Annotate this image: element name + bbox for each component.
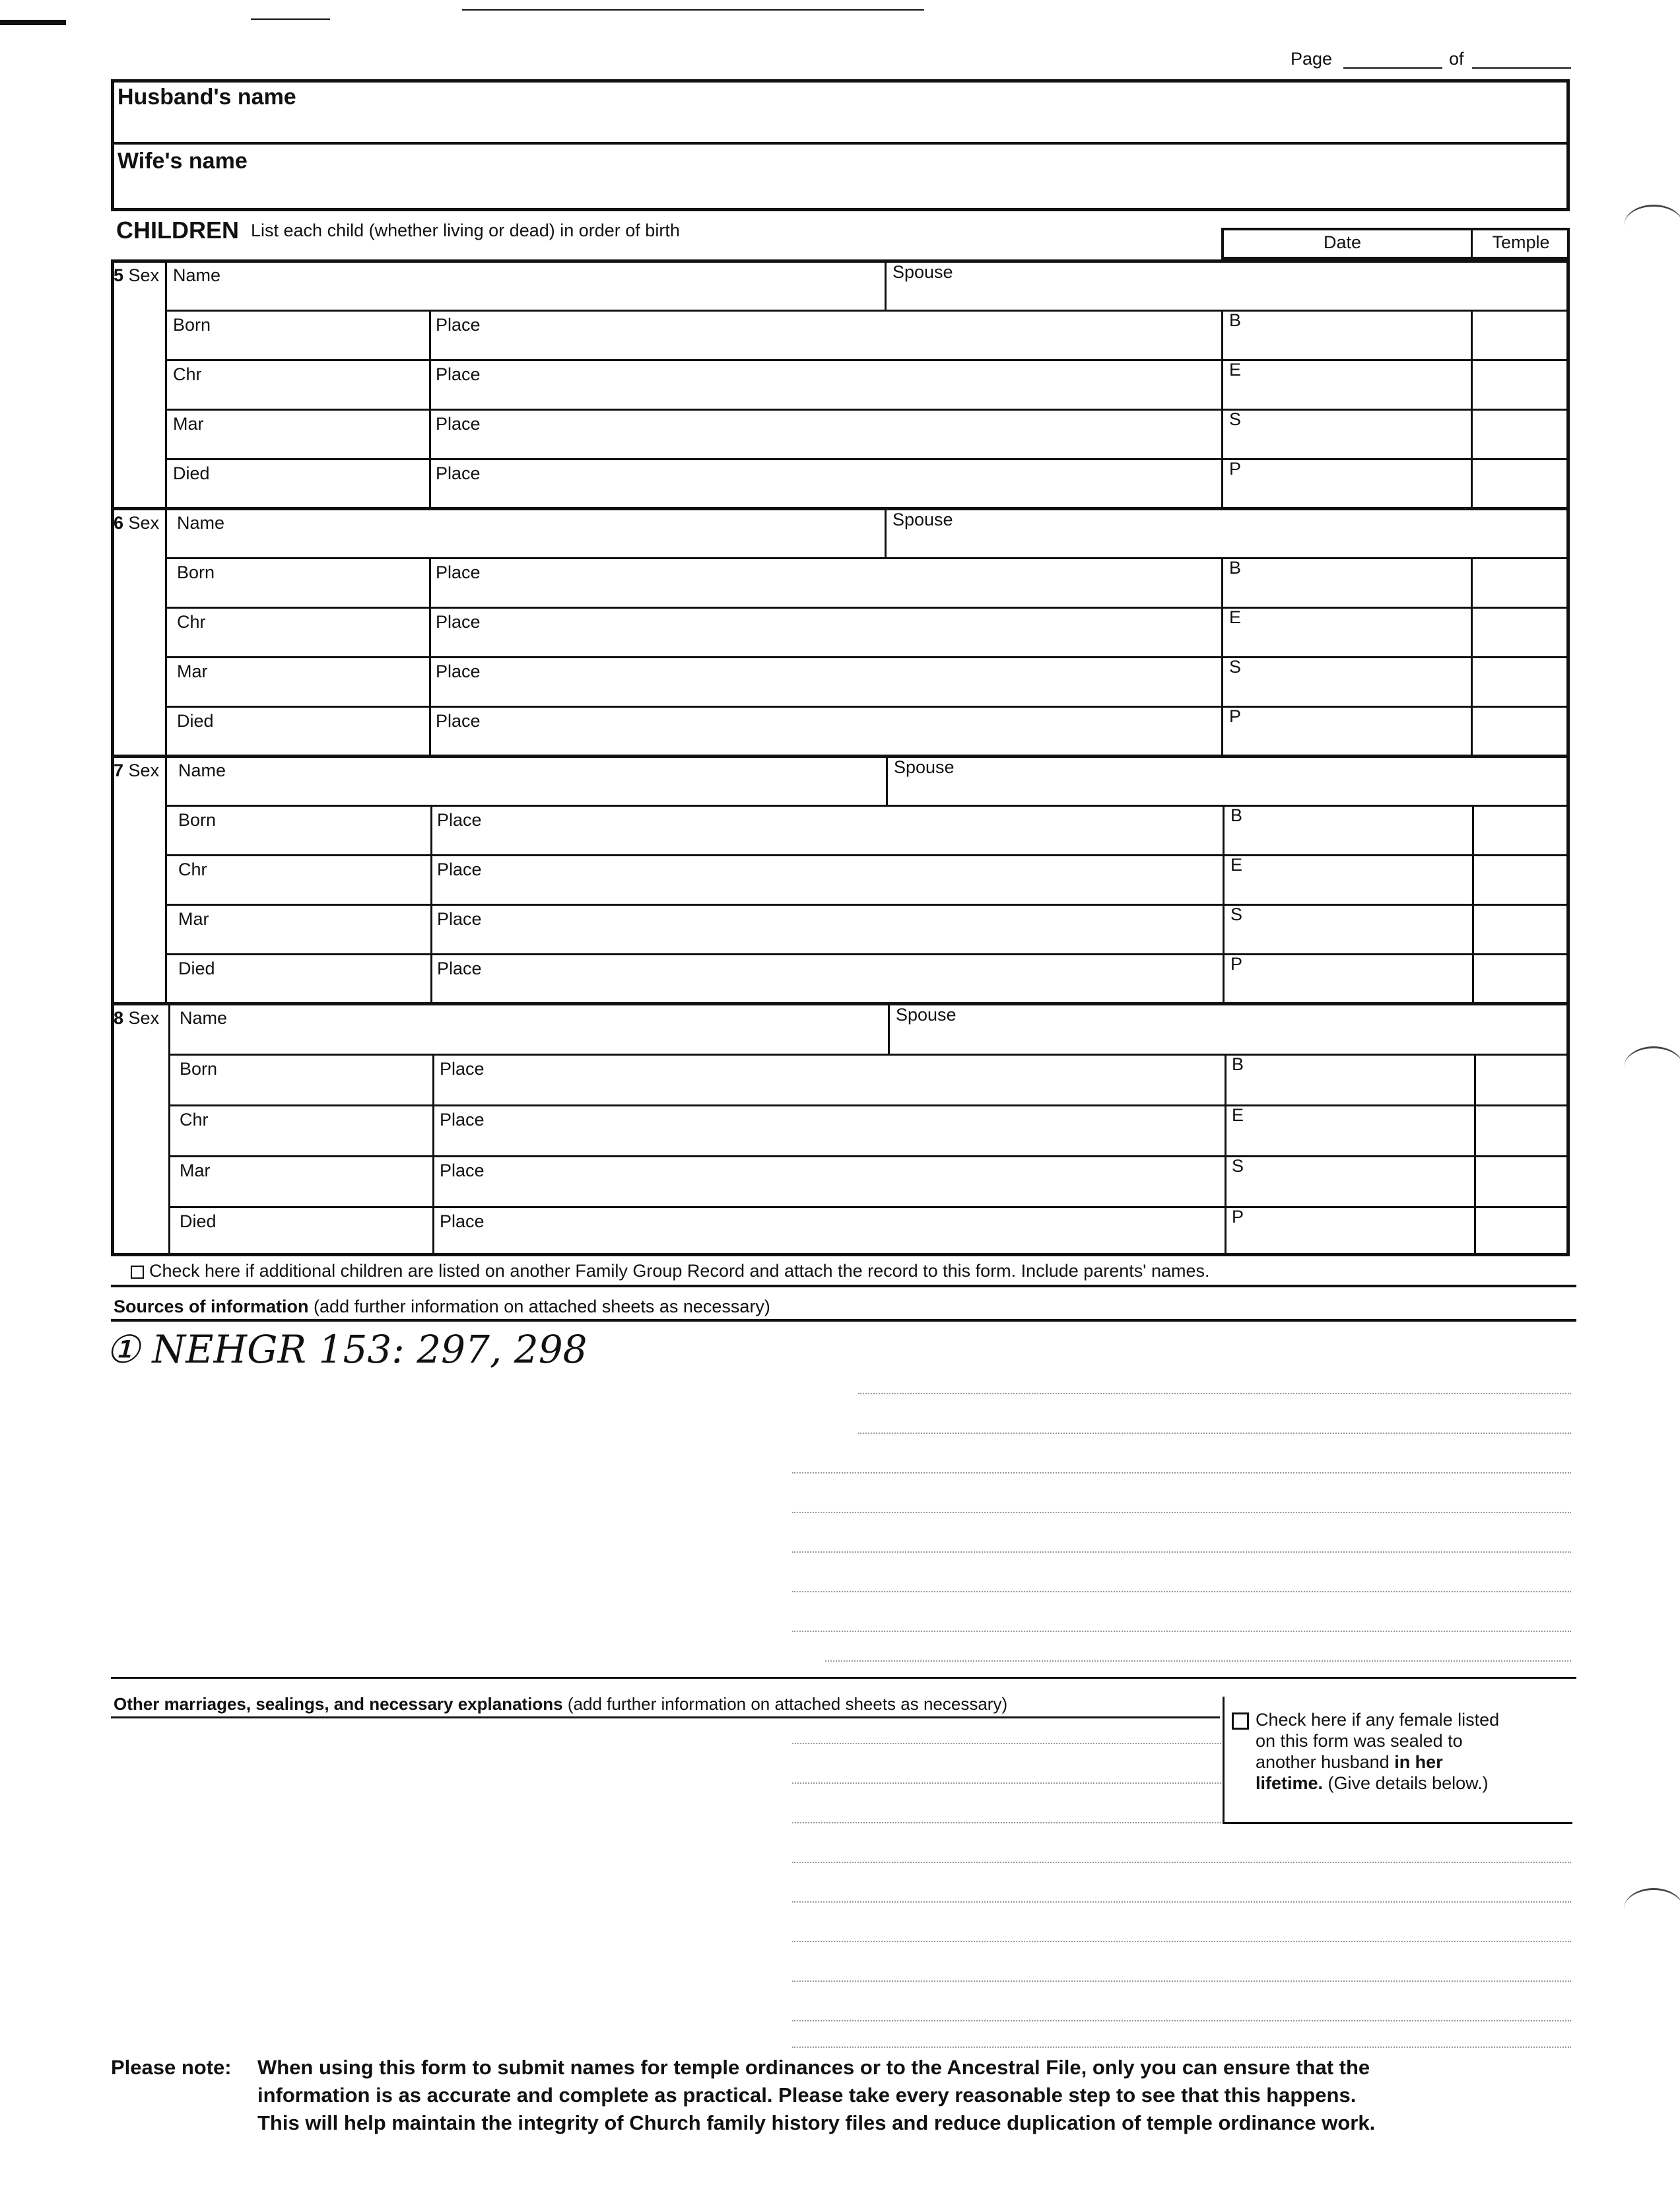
sealed-female-line3-bold: in her — [1394, 1752, 1443, 1772]
chr-row-line — [165, 656, 1570, 658]
endowment-code: E — [1229, 360, 1242, 380]
footer-line3: This will help maintain the integrity of Church family history files and reduce duplication of temple ordinance work. — [257, 2111, 1376, 2134]
child-number: 8 — [114, 1008, 124, 1028]
name-row-line — [168, 1054, 1570, 1056]
place-label: Place — [440, 1211, 485, 1231]
faint-rule — [792, 1782, 1221, 1784]
sealing-code: S — [1230, 904, 1243, 924]
date-divider — [1225, 1054, 1226, 1256]
chr-label: Chr — [173, 364, 202, 384]
child-divider — [111, 259, 1570, 263]
temple-header: Temple — [1492, 232, 1550, 252]
child-number-sex — [114, 513, 159, 533]
chr-label: Chr — [178, 860, 207, 879]
place-label: Place — [437, 959, 482, 978]
binder-hole — [1624, 1888, 1680, 1930]
mar-label: Mar — [177, 661, 208, 681]
please-note-label: Please note: — [111, 2056, 232, 2079]
additional-children-checkbox[interactable] — [131, 1266, 144, 1279]
child-number-sex — [114, 265, 159, 286]
children-subtitle: List each child (whether living or dead) in order of birth — [251, 220, 680, 240]
mar-row-line — [165, 953, 1570, 955]
sealed-female-line4-bold: lifetime. — [1256, 1773, 1324, 1793]
handwritten-source: ① NEHGR 153: 297, 298 — [106, 1327, 588, 1372]
top-rule — [251, 18, 330, 20]
binder-hole — [1624, 1046, 1680, 1088]
faint-rule — [792, 1631, 1571, 1632]
husband-name-label: Husband's name — [118, 85, 296, 110]
endowment-code: E — [1229, 607, 1242, 627]
temple-divider — [1472, 805, 1474, 1002]
checkbox-panel-bottom — [1223, 1822, 1572, 1824]
faint-rule — [792, 1743, 1221, 1744]
place-label: Place — [436, 315, 481, 335]
baptism-code: B — [1230, 805, 1243, 825]
section-rule — [111, 1319, 1576, 1322]
faint-rule — [792, 1551, 1571, 1553]
born-label: Born — [180, 1059, 218, 1079]
temple-divider — [1471, 310, 1473, 507]
footer-line2: information is as accurate and complete as practical. Please take every reasonable step to see that this happens. — [257, 2083, 1357, 2107]
faint-rule — [792, 1941, 1571, 1942]
footer-line1: When using this form to submit names for temple ordinances or to the Ancestral File, only you can ensure that the — [257, 2056, 1370, 2079]
mar-row-line — [165, 458, 1570, 460]
chr-row-line — [165, 409, 1570, 411]
sealed-female-line1: Check here if any female listed — [1256, 1710, 1500, 1730]
top-rule — [462, 9, 924, 11]
born-row-line — [165, 359, 1570, 361]
other-marriages-heading — [114, 1694, 1007, 1714]
chr-row-line — [168, 1155, 1570, 1157]
died-label: Died — [180, 1211, 217, 1231]
sources-hint: (add further information on attached sheets as necessary) — [314, 1297, 770, 1316]
child-divider — [111, 1002, 1570, 1005]
additional-children-text: Check here if additional children are listed on another Family Group Record and attach the record to this form. Include parents' names. — [149, 1261, 1210, 1281]
husband-name-field[interactable] — [370, 86, 1551, 132]
parent-sealing-code: P — [1232, 1207, 1244, 1227]
section-rule — [111, 1285, 1576, 1287]
sex-label: Sex — [128, 513, 160, 533]
additional-children-note — [131, 1261, 1210, 1281]
place-label: Place — [437, 810, 482, 830]
sex-divider — [165, 507, 167, 755]
faint-rule — [792, 1512, 1571, 1513]
sealed-female-line4-text: (Give details below.) — [1327, 1773, 1489, 1793]
place-divider — [430, 805, 432, 1002]
name-label: Name — [180, 1008, 228, 1028]
sealed-female-checkbox[interactable] — [1232, 1712, 1249, 1730]
place-label: Place — [440, 1161, 485, 1180]
sealing-code: S — [1229, 409, 1242, 429]
spouse-label: Spouse — [892, 262, 953, 282]
faint-rule — [792, 1822, 1221, 1823]
faint-rule — [858, 1393, 1571, 1394]
section-rule — [111, 1677, 1576, 1679]
other-marriages-label: Other marriages, sealings, and necessary explanations — [114, 1694, 563, 1714]
faint-rule — [792, 1472, 1571, 1473]
place-label: Place — [436, 414, 481, 434]
sex-label: Sex — [128, 1008, 160, 1028]
sealing-code: S — [1232, 1156, 1244, 1176]
faint-rule — [792, 1862, 1571, 1863]
born-label: Born — [177, 562, 215, 582]
spouse-label: Spouse — [896, 1005, 957, 1025]
wife-name-field[interactable] — [304, 151, 1551, 197]
date-divider — [1221, 310, 1223, 507]
parent-sealing-code: P — [1229, 459, 1242, 479]
child-divider — [111, 507, 1570, 510]
date-divider — [1223, 805, 1225, 1002]
faint-rule — [792, 1981, 1571, 1982]
date-divider — [1221, 557, 1223, 755]
faint-rule — [792, 2047, 1571, 2048]
place-label: Place — [436, 463, 481, 483]
born-row-line — [165, 607, 1570, 609]
place-label: Place — [436, 562, 481, 582]
parent-sealing-code: P — [1229, 706, 1242, 726]
sex-divider — [168, 1002, 170, 1256]
born-label: Born — [173, 315, 211, 335]
place-divider — [429, 557, 431, 755]
binder-hole — [1624, 205, 1680, 246]
sealed-female-line3 — [1256, 1752, 1443, 1773]
born-label: Born — [178, 810, 217, 830]
place-divider — [432, 1054, 434, 1256]
sources-heading — [114, 1297, 770, 1317]
place-label: Place — [436, 661, 481, 681]
sex-label: Sex — [128, 761, 160, 780]
temple-divider — [1471, 557, 1473, 755]
baptism-code: B — [1229, 310, 1242, 330]
child-divider — [111, 755, 1570, 758]
children-title: CHILDREN — [116, 217, 239, 244]
faint-rule — [825, 1660, 1571, 1662]
child-number-sex — [114, 761, 159, 781]
faint-rule — [792, 2020, 1571, 2021]
other-marriages-hint: (add further information on attached sheets as necessary) — [567, 1694, 1008, 1714]
endowment-code: E — [1230, 855, 1243, 875]
mar-label: Mar — [180, 1161, 211, 1180]
place-label: Place — [436, 612, 481, 632]
place-label: Place — [437, 860, 482, 879]
child-number-sex — [114, 1008, 159, 1029]
of-label: of — [1449, 49, 1464, 69]
spouse-divider — [886, 755, 888, 805]
name-row-line — [165, 310, 1570, 312]
name-label: Name — [178, 761, 226, 780]
faint-rule — [858, 1433, 1571, 1434]
chr-label: Chr — [180, 1110, 209, 1130]
spouse-label: Spouse — [892, 510, 953, 529]
checkbox-panel-border — [1223, 1697, 1225, 1822]
date-header: Date — [1324, 232, 1362, 252]
parent-sealing-code: P — [1230, 954, 1243, 974]
sex-divider — [165, 259, 167, 507]
parents-divider — [111, 142, 1570, 145]
mar-row-line — [168, 1206, 1570, 1208]
place-label: Place — [437, 909, 482, 929]
name-row-line — [165, 557, 1570, 559]
born-row-line — [165, 854, 1570, 856]
died-label: Died — [178, 959, 215, 978]
died-label: Died — [177, 711, 214, 731]
wife-name-label: Wife's name — [118, 149, 248, 174]
faint-rule — [792, 1901, 1571, 1903]
section-rule — [111, 1716, 1220, 1718]
mar-label: Mar — [173, 414, 204, 434]
mar-row-line — [165, 706, 1570, 708]
chr-label: Chr — [177, 612, 206, 632]
born-row-line — [168, 1104, 1570, 1106]
page-total-field[interactable] — [1472, 67, 1571, 69]
spouse-label: Spouse — [894, 757, 955, 777]
sealed-female-line2: on this form was sealed to — [1256, 1731, 1463, 1751]
sex-divider — [165, 755, 167, 1002]
spouse-divider — [885, 259, 887, 310]
child-number: 5 — [114, 265, 124, 285]
spouse-divider — [885, 507, 887, 557]
baptism-code: B — [1229, 558, 1242, 578]
place-label: Place — [440, 1059, 485, 1079]
faint-rule — [792, 1591, 1571, 1592]
sealing-code: S — [1229, 657, 1242, 677]
place-label: Place — [440, 1110, 485, 1130]
temple-divider — [1474, 1054, 1476, 1256]
corner-mark — [0, 20, 66, 25]
sex-label: Sex — [128, 265, 160, 285]
name-label: Name — [177, 513, 225, 533]
died-label: Died — [173, 463, 210, 483]
place-label: Place — [436, 711, 481, 731]
sources-label: Sources of information — [114, 1297, 309, 1316]
sealed-female-line3-text: another husband — [1256, 1752, 1390, 1772]
name-row-line — [165, 805, 1570, 807]
sealed-female-line4 — [1256, 1773, 1489, 1794]
endowment-code: E — [1232, 1105, 1244, 1125]
baptism-code: B — [1232, 1054, 1244, 1074]
chr-row-line — [165, 904, 1570, 906]
place-label: Place — [436, 364, 481, 384]
place-divider — [429, 310, 431, 507]
spouse-divider — [888, 1002, 890, 1054]
mar-label: Mar — [178, 909, 209, 929]
name-label: Name — [173, 265, 221, 285]
child-number: 7 — [114, 761, 124, 780]
child-number: 6 — [114, 513, 124, 533]
page-label: Page — [1291, 49, 1333, 69]
page-number-field[interactable] — [1343, 67, 1442, 69]
